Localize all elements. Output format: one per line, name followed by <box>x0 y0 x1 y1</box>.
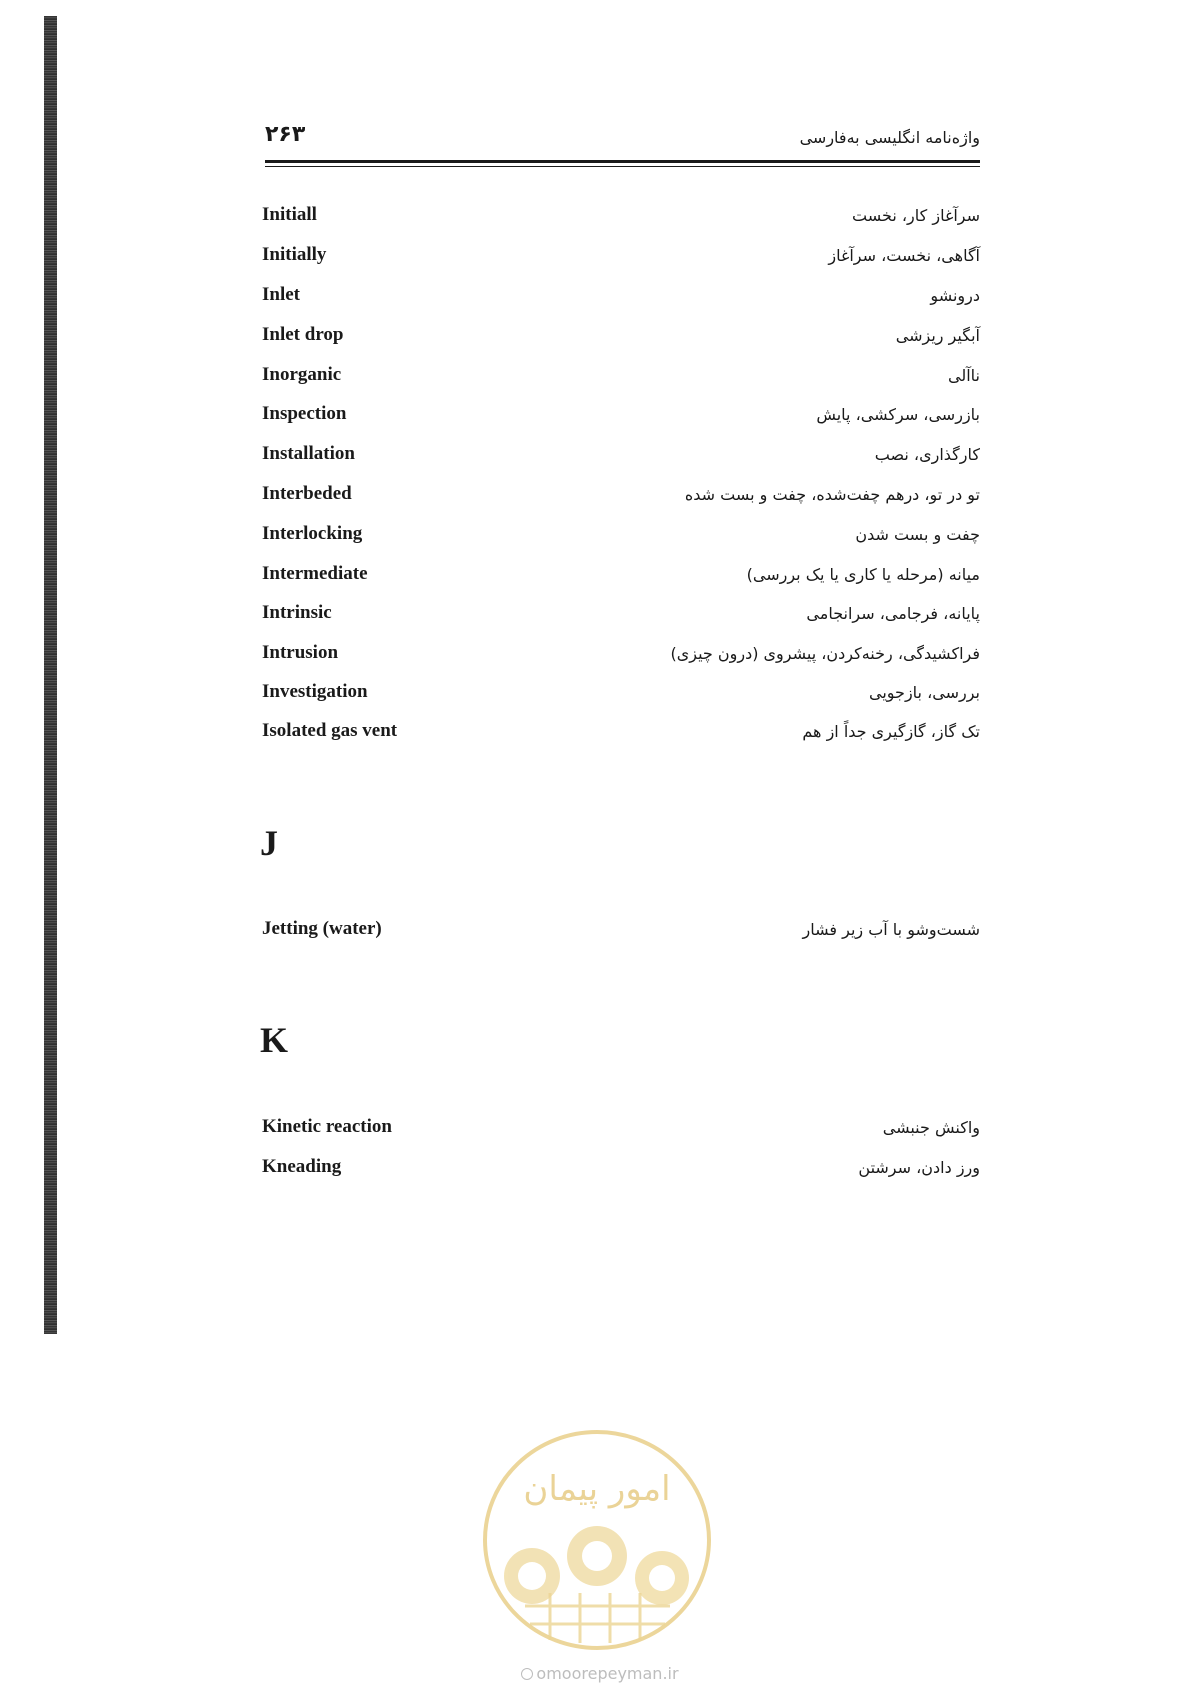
english-term: Initially <box>262 244 327 265</box>
persian-definition: بازرسی، سرکشی، پایش <box>816 405 980 424</box>
watermark-stamp <box>480 1428 715 1653</box>
glossary-entry <box>262 1116 980 1146</box>
glossary-entry <box>262 918 980 948</box>
english-term: Installation <box>262 443 355 464</box>
section-letter-j: J <box>260 823 278 863</box>
glossary-entry <box>262 720 980 750</box>
english-term: Inorganic <box>262 364 342 385</box>
english-term: Investigation <box>262 681 368 702</box>
english-term: Inlet drop <box>262 324 344 345</box>
persian-definition: تو در تو، درهم چفت‌شده، چفت و بست شده <box>684 485 980 504</box>
persian-definition: آبگیر ریزشی <box>895 326 980 345</box>
english-term: Intrinsic <box>262 602 332 623</box>
persian-definition: آگاهی، نخست، سرآغاز <box>828 246 980 265</box>
page-header <box>265 118 980 158</box>
header-rule-thin <box>265 166 980 167</box>
english-term: Initiall <box>262 204 317 225</box>
persian-definition: کارگذاری، نصب <box>874 445 980 464</box>
stamp-text: امور پیمان <box>523 1469 671 1509</box>
watermark-site <box>490 1664 710 1684</box>
persian-definition: فراکشیدگی، رخنه‌کردن، پیشروی (درون چیزی) <box>670 644 980 663</box>
persian-definition: پایانه، فرجامی، سرانجامی <box>806 604 980 623</box>
glossary-entry <box>262 602 980 632</box>
english-term: Intermediate <box>262 563 368 584</box>
glossary-entry <box>262 204 980 234</box>
glossary-entry <box>262 523 980 553</box>
english-term: Jetting (water) <box>262 918 382 939</box>
english-term: Inspection <box>262 403 347 424</box>
persian-definition: چفت و بست شدن <box>855 525 980 544</box>
page-number: ۲۶۳ <box>265 122 306 147</box>
running-title: واژه‌نامه انگلیسی به‌فارسی <box>799 128 980 147</box>
scan-binding-strip <box>44 16 57 1334</box>
glossary-entry <box>262 563 980 593</box>
persian-definition: سرآغاز کار، نخست <box>852 206 980 225</box>
glossary-entry <box>262 364 980 394</box>
persian-definition: تک گاز، گازگیری جداً از هم <box>802 722 980 741</box>
english-term: Kinetic reaction <box>262 1116 392 1137</box>
english-term: Isolated gas vent <box>262 720 398 741</box>
english-term: Interlocking <box>262 523 363 544</box>
glossary-entry <box>262 483 980 513</box>
glossary-entry <box>262 244 980 274</box>
glossary-entry <box>262 681 980 711</box>
glossary-entry <box>262 324 980 354</box>
english-term: Kneading <box>262 1156 342 1177</box>
persian-definition: بررسی، بازجویی <box>869 683 980 702</box>
persian-definition: شست‌وشو با آب زیر فشار <box>802 920 980 939</box>
persian-definition: میانه (مرحله یا کاری یا یک بررسی) <box>746 565 980 584</box>
glossary-entry <box>262 642 980 672</box>
glossary-entry <box>262 443 980 473</box>
english-term: Intrusion <box>262 642 339 663</box>
glossary-entry <box>262 1156 980 1186</box>
persian-definition: ورز دادن، سرشتن <box>858 1158 980 1177</box>
glossary-entry <box>262 403 980 433</box>
persian-definition: درونشو <box>930 286 980 305</box>
globe-icon <box>521 1668 533 1680</box>
persian-definition: ناآلی <box>948 366 980 385</box>
persian-definition: واکنش جنبشی <box>882 1118 980 1137</box>
english-term: Interbeded <box>262 483 352 504</box>
glossary-entry <box>262 284 980 314</box>
section-letter-k: K <box>260 1020 289 1060</box>
watermark-site-text: omoorepeyman.ir <box>536 1664 679 1683</box>
english-term: Inlet <box>262 284 300 305</box>
header-rule-thick <box>265 160 980 163</box>
